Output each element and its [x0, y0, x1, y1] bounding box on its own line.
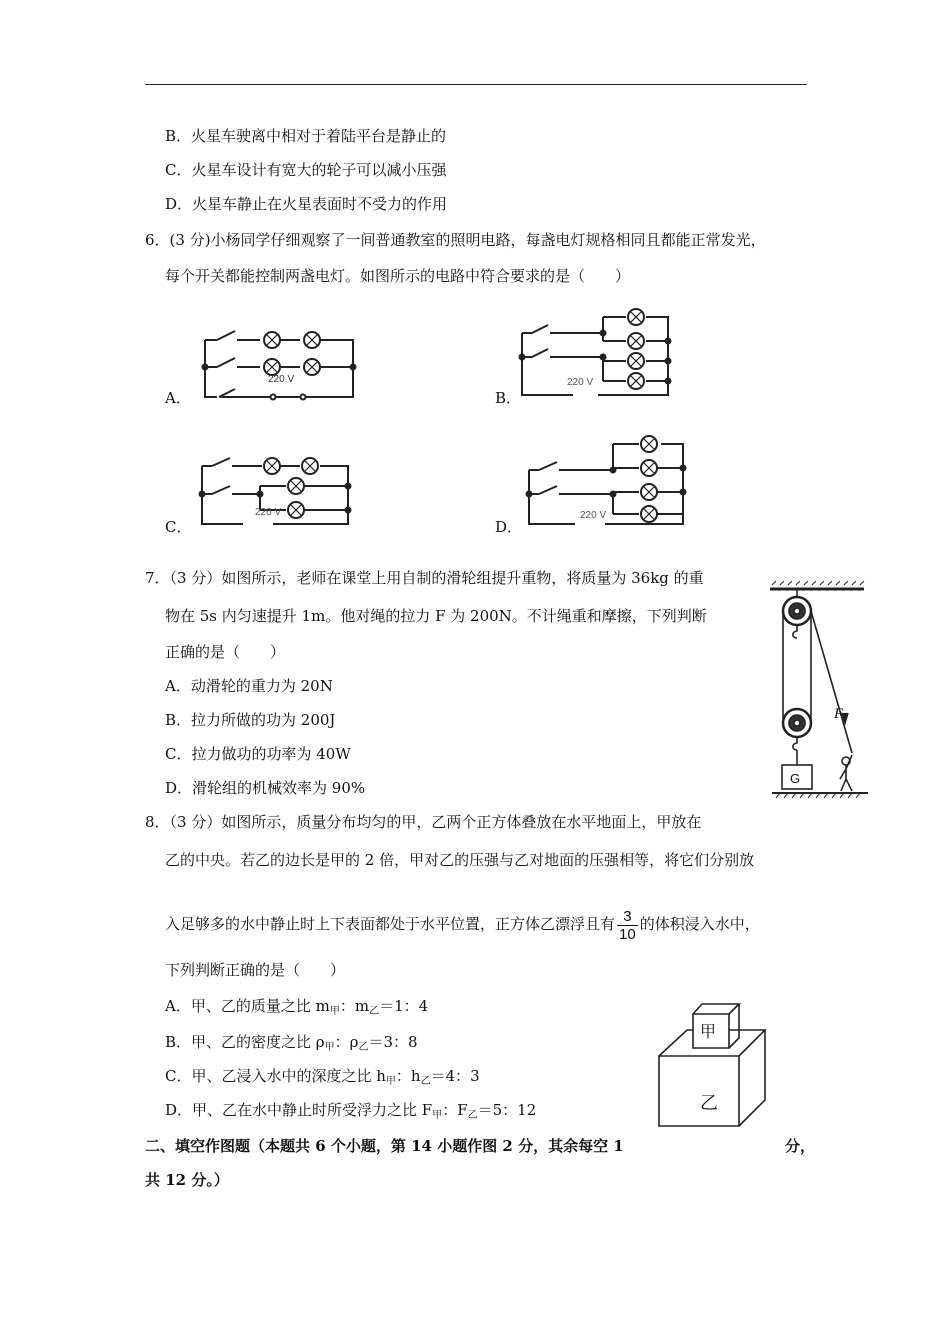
q8-c-mid: ：h — [395, 1067, 421, 1085]
q8-stem-line4: 下列判断正确的是（ ） — [165, 961, 346, 979]
q8-b-ratio: ＝3：8 — [368, 1033, 418, 1051]
q8-stem-line2: 乙的中央。若乙的边长是甲的 2 倍，甲对乙的压强与乙对地面的压强相等，将它们分别放 — [165, 851, 755, 869]
circuit-diagram-b — [518, 305, 678, 405]
q6-label-c: C． — [165, 518, 192, 536]
q8-d-sub1: 甲 — [432, 1110, 443, 1121]
q8-stem-line3-part1: 入足够多的水中静止时上下表面都处于水平位置，正方体乙漂浮且有 — [165, 915, 616, 933]
q8-option-d — [165, 1100, 536, 1123]
cube-jia-label: 甲 — [700, 1024, 717, 1041]
q8-a-sub2: 乙 — [369, 1006, 380, 1017]
q8-a-sub1: 甲 — [329, 1006, 340, 1017]
q8-c-sub1: 甲 — [385, 1076, 396, 1087]
circuit-c-voltage: 220 V — [255, 507, 282, 518]
q5-option-c: C．火星车设计有宽大的轮子可以减小压强 — [165, 161, 447, 179]
q8-stem-line1: 8．（3 分）如图所示，质量分布均匀的甲，乙两个正方体叠放在水平地面上，甲放在 — [145, 813, 702, 831]
q8-c-ratio: ＝4：3 — [430, 1067, 480, 1085]
q6-stem-line2: 每个开关都能控制两盏电灯。如图所示的电路中符合要求的是（ ） — [165, 267, 631, 285]
q8-b-sub1: 甲 — [324, 1042, 335, 1053]
q7-option-a: A．动滑轮的重力为 20N — [165, 677, 333, 695]
pulley-system-figure — [762, 583, 872, 808]
q6-stem-line1: 6．(3 分)小杨同学仔细观察了一间普通教室的照明电路，每盏电灯规格相同且都能正常发光， — [145, 231, 766, 249]
section-two-heading-line1: 二、填空作图题（本题共 6 个小题，第 14 小题作图 2 分，其余每空 1 — [145, 1137, 624, 1155]
section-two-heading-line2: 共 12 分。） — [145, 1171, 229, 1189]
q6-label-b: B． — [495, 389, 522, 407]
circuit-d-voltage: 220 V — [580, 510, 607, 521]
q8-option-b — [165, 1032, 418, 1055]
fraction-numerator: 3 — [617, 908, 638, 926]
q8-stem-line3-part2: 的体积浸入水中， — [639, 915, 760, 933]
q8-d-ratio: ＝5：12 — [477, 1101, 537, 1119]
q8-b-text: B．甲、乙的密度之比 ρ — [165, 1033, 325, 1051]
fraction-denominator: 10 — [619, 925, 636, 943]
q8-d-text: D．甲、乙在水中静止时所受浮力之比 F — [165, 1101, 433, 1119]
q8-a-mid: ：m — [339, 997, 370, 1015]
q8-c-sub2: 乙 — [420, 1076, 431, 1087]
volume-fraction — [617, 908, 638, 943]
q8-option-c — [165, 1066, 480, 1089]
q7-stem-line2: 物在 5s 内匀速提升 1m。他对绳的拉力 F 为 200N。不计绳重和摩擦，下列判断 — [165, 607, 707, 625]
cube-yi-label: 乙 — [700, 1093, 718, 1113]
q8-b-mid: ：ρ — [334, 1033, 359, 1051]
q8-d-sub2: 乙 — [467, 1110, 478, 1121]
pulley-force-label: F — [834, 706, 844, 722]
circuit-diagram-c — [198, 456, 358, 531]
q8-a-ratio: ＝1：4 — [379, 997, 429, 1015]
circuit-b-voltage: 220 V — [567, 377, 594, 388]
q8-b-sub2: 乙 — [358, 1042, 369, 1053]
q7-option-c: C．拉力做功的功率为 40W — [165, 745, 351, 763]
circuit-diagram-a — [195, 325, 365, 405]
section-two-heading-line1-end: 分， — [785, 1137, 816, 1155]
q6-label-d: D． — [495, 518, 523, 536]
circuit-diagram-d — [525, 432, 690, 532]
pulley-weight-label: G — [790, 771, 801, 786]
circuit-a-voltage: 220 V — [268, 374, 295, 385]
q8-c-text: C．甲、乙浸入水中的深度之比 h — [165, 1067, 386, 1085]
q8-d-mid: ：F — [442, 1101, 468, 1119]
q7-stem-line1: 7．（3 分）如图所示，老师在课堂上用自制的滑轮组提升重物，将质量为 36kg 的重 — [145, 569, 704, 587]
q7-option-d: D．滑轮组的机械效率为 90% — [165, 779, 366, 797]
q7-stem-line3: 正确的是（ ） — [165, 643, 286, 661]
q5-option-d: D．火星车静止在火星表面时不受力的作用 — [165, 195, 448, 213]
q5-option-b: B．火星车驶离中相对于着陆平台是静止的 — [165, 127, 447, 145]
q8-a-text: A．甲、乙的质量之比 m — [165, 997, 330, 1015]
q8-stem-line3 — [165, 904, 760, 944]
header-rule — [145, 84, 807, 85]
q7-option-b: B．拉力所做的功为 200J — [165, 711, 336, 729]
q6-label-a: A． — [165, 389, 191, 407]
q8-option-a — [165, 996, 428, 1019]
